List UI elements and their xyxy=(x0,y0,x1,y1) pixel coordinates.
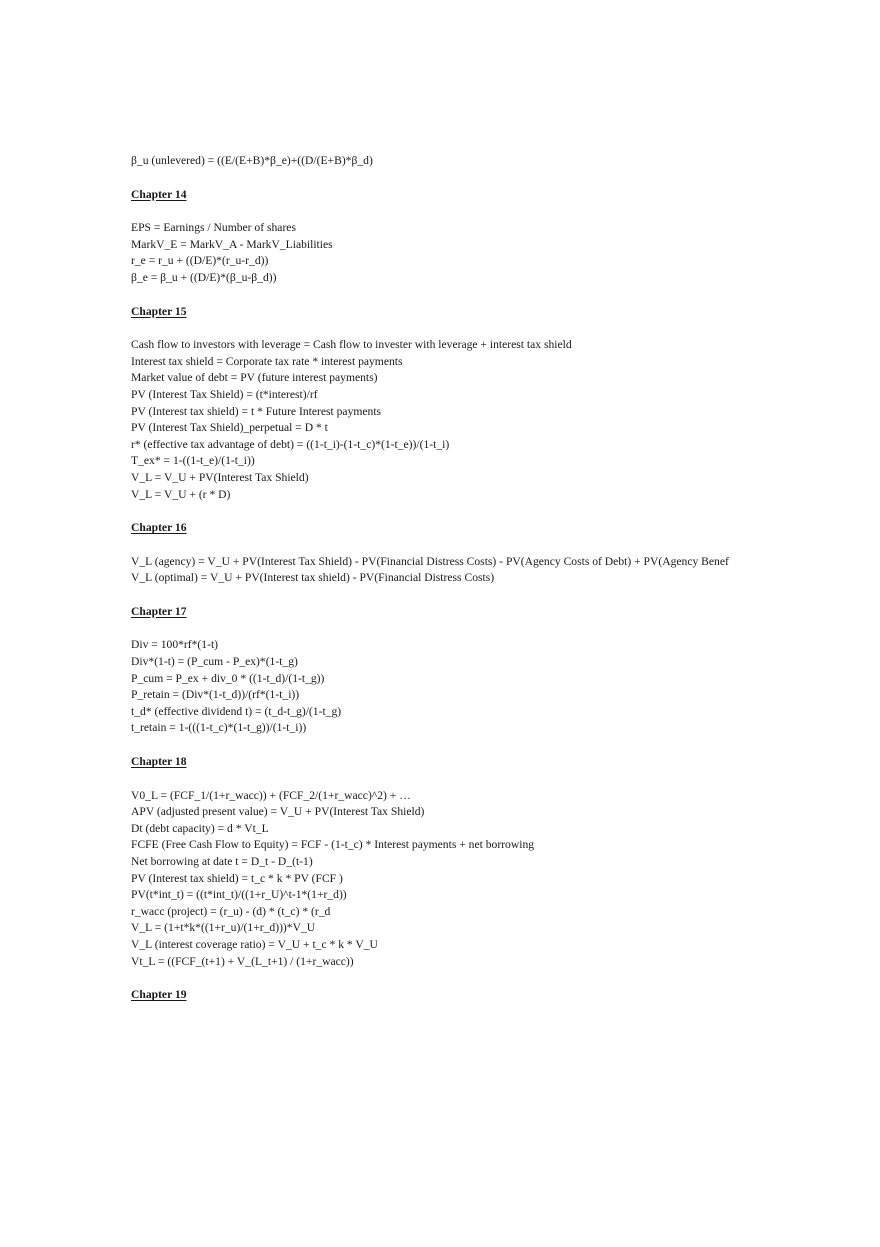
formula-line: V_L = (1+t*k*((1+r_u)/(1+r_d)))*V_U xyxy=(131,921,316,935)
formula-line: Dt (debt capacity) = d * Vt_L xyxy=(131,821,269,835)
formula-line: V_L (agency) = V_U + PV(Interest Tax Shield) - PV(Financial Distress Costs) - PV(Agency Costs of Debt) + PV(Agency Benef xyxy=(131,554,729,568)
formula-line: PV(t*int_t) = ((t*int_t)/((1+r_U)^t-1*(1+r_d)) xyxy=(131,888,347,902)
formula-line: Cash flow to investors with leverage = Cash flow to invester with leverage + interest tax shield xyxy=(131,338,572,352)
formula-line: APV (adjusted present value) = V_U + PV(Interest Tax Shield) xyxy=(131,805,425,819)
formula-line: β_u (unlevered) = ((E/(E+B)*β_e)+((D/(E+B)*β_d) xyxy=(131,154,373,167)
formula-line: Net borrowing at date t = D_t - D_(t-1) xyxy=(131,855,313,868)
formula-line: r* (effective tax advantage of debt) = ((1-t_i)-(1-t_c)*(1-t_e))/(1-t_i) xyxy=(131,437,450,451)
formula-line: Vt_L = ((FCF_(t+1) + V_(L_t+1) / (1+r_wacc)) xyxy=(131,954,354,968)
formula-line: Div*(1-t) = (P_cum - P_ex)*(1-t_g) xyxy=(131,655,298,669)
document-content xyxy=(131,153,871,1004)
formula-line: PV (Interest tax shield) = t * Future Interest payments xyxy=(131,404,382,418)
formula-line: V_L = V_U + (r * D) xyxy=(131,487,231,501)
formula-line: V_L = V_U + PV(Interest Tax Shield) xyxy=(131,470,309,484)
chapter-heading: Chapter 14 xyxy=(131,187,187,201)
chapter-heading: Chapter 18 xyxy=(131,755,187,769)
formula-line: Market value of debt = PV (future interest payments) xyxy=(131,371,378,385)
chapter-16-section xyxy=(131,520,871,587)
chapter-18-section xyxy=(131,754,871,970)
chapter-14-section xyxy=(131,187,871,287)
formula-line: r_wacc (project) = (r_u) - (d) * (t_c) * (r_d xyxy=(131,904,331,918)
chapter-heading: Chapter 19 xyxy=(131,988,187,1002)
chapter-17-section xyxy=(131,604,871,737)
formula-line: β_e = β_u + ((D/E)*(β_u-β_d)) xyxy=(131,270,277,284)
formula-line: PV (Interest Tax Shield)_perpetual = D * t xyxy=(131,421,328,435)
formula-line: t_retain = 1-(((1-t_c)*(1-t_g))/(1-t_i)) xyxy=(131,721,307,735)
intro-block xyxy=(131,153,871,170)
formula-line: EPS = Earnings / Number of shares xyxy=(131,221,296,235)
formula-line: FCFE (Free Cash Flow to Equity) = FCF - (1-t_c) * Interest payments + net borrowing xyxy=(131,838,535,852)
formula-line: P_cum = P_ex + div_0 * ((1-t_d)/(1-t_g)) xyxy=(131,671,325,685)
formula-line: Div = 100*rf*(1-t) xyxy=(131,638,219,652)
chapter-19-section xyxy=(131,987,871,1004)
formula-line: t_d* (effective dividend t) = (t_d-t_g)/(1-t_g) xyxy=(131,704,342,718)
formula-line: P_retain = (Div*(1-t_d))/(rf*(1-t_i)) xyxy=(131,688,300,702)
formula-line: V_L (optimal) = V_U + PV(Interest tax shield) - PV(Financial Distress Costs) xyxy=(131,571,495,585)
chapter-heading: Chapter 17 xyxy=(131,604,187,618)
formula-line: T_ex* = 1-((1-t_e)/(1-t_i)) xyxy=(131,454,255,468)
formula-line: r_e = r_u + ((D/E)*(r_u-r_d)) xyxy=(131,254,269,268)
chapter-heading: Chapter 15 xyxy=(131,304,187,318)
formula-line: PV (Interest Tax Shield) = (t*interest)/rf xyxy=(131,387,318,401)
formula-line: PV (Interest tax shield) = t_c * k * PV (FCF ) xyxy=(131,871,343,885)
formula-line: V0_L = (FCF_1/(1+r_wacc)) + (FCF_2/(1+r_wacc)^2) + … xyxy=(131,788,411,802)
formula-line: Interest tax shield = Corporate tax rate * interest payments xyxy=(131,354,403,368)
chapter-15-section xyxy=(131,304,871,504)
formula-line: V_L (interest coverage ratio) = V_U + t_c * k * V_U xyxy=(131,937,378,951)
chapter-heading: Chapter 16 xyxy=(131,521,187,535)
formula-line: MarkV_E = MarkV_A - MarkV_Liabilities xyxy=(131,237,333,251)
